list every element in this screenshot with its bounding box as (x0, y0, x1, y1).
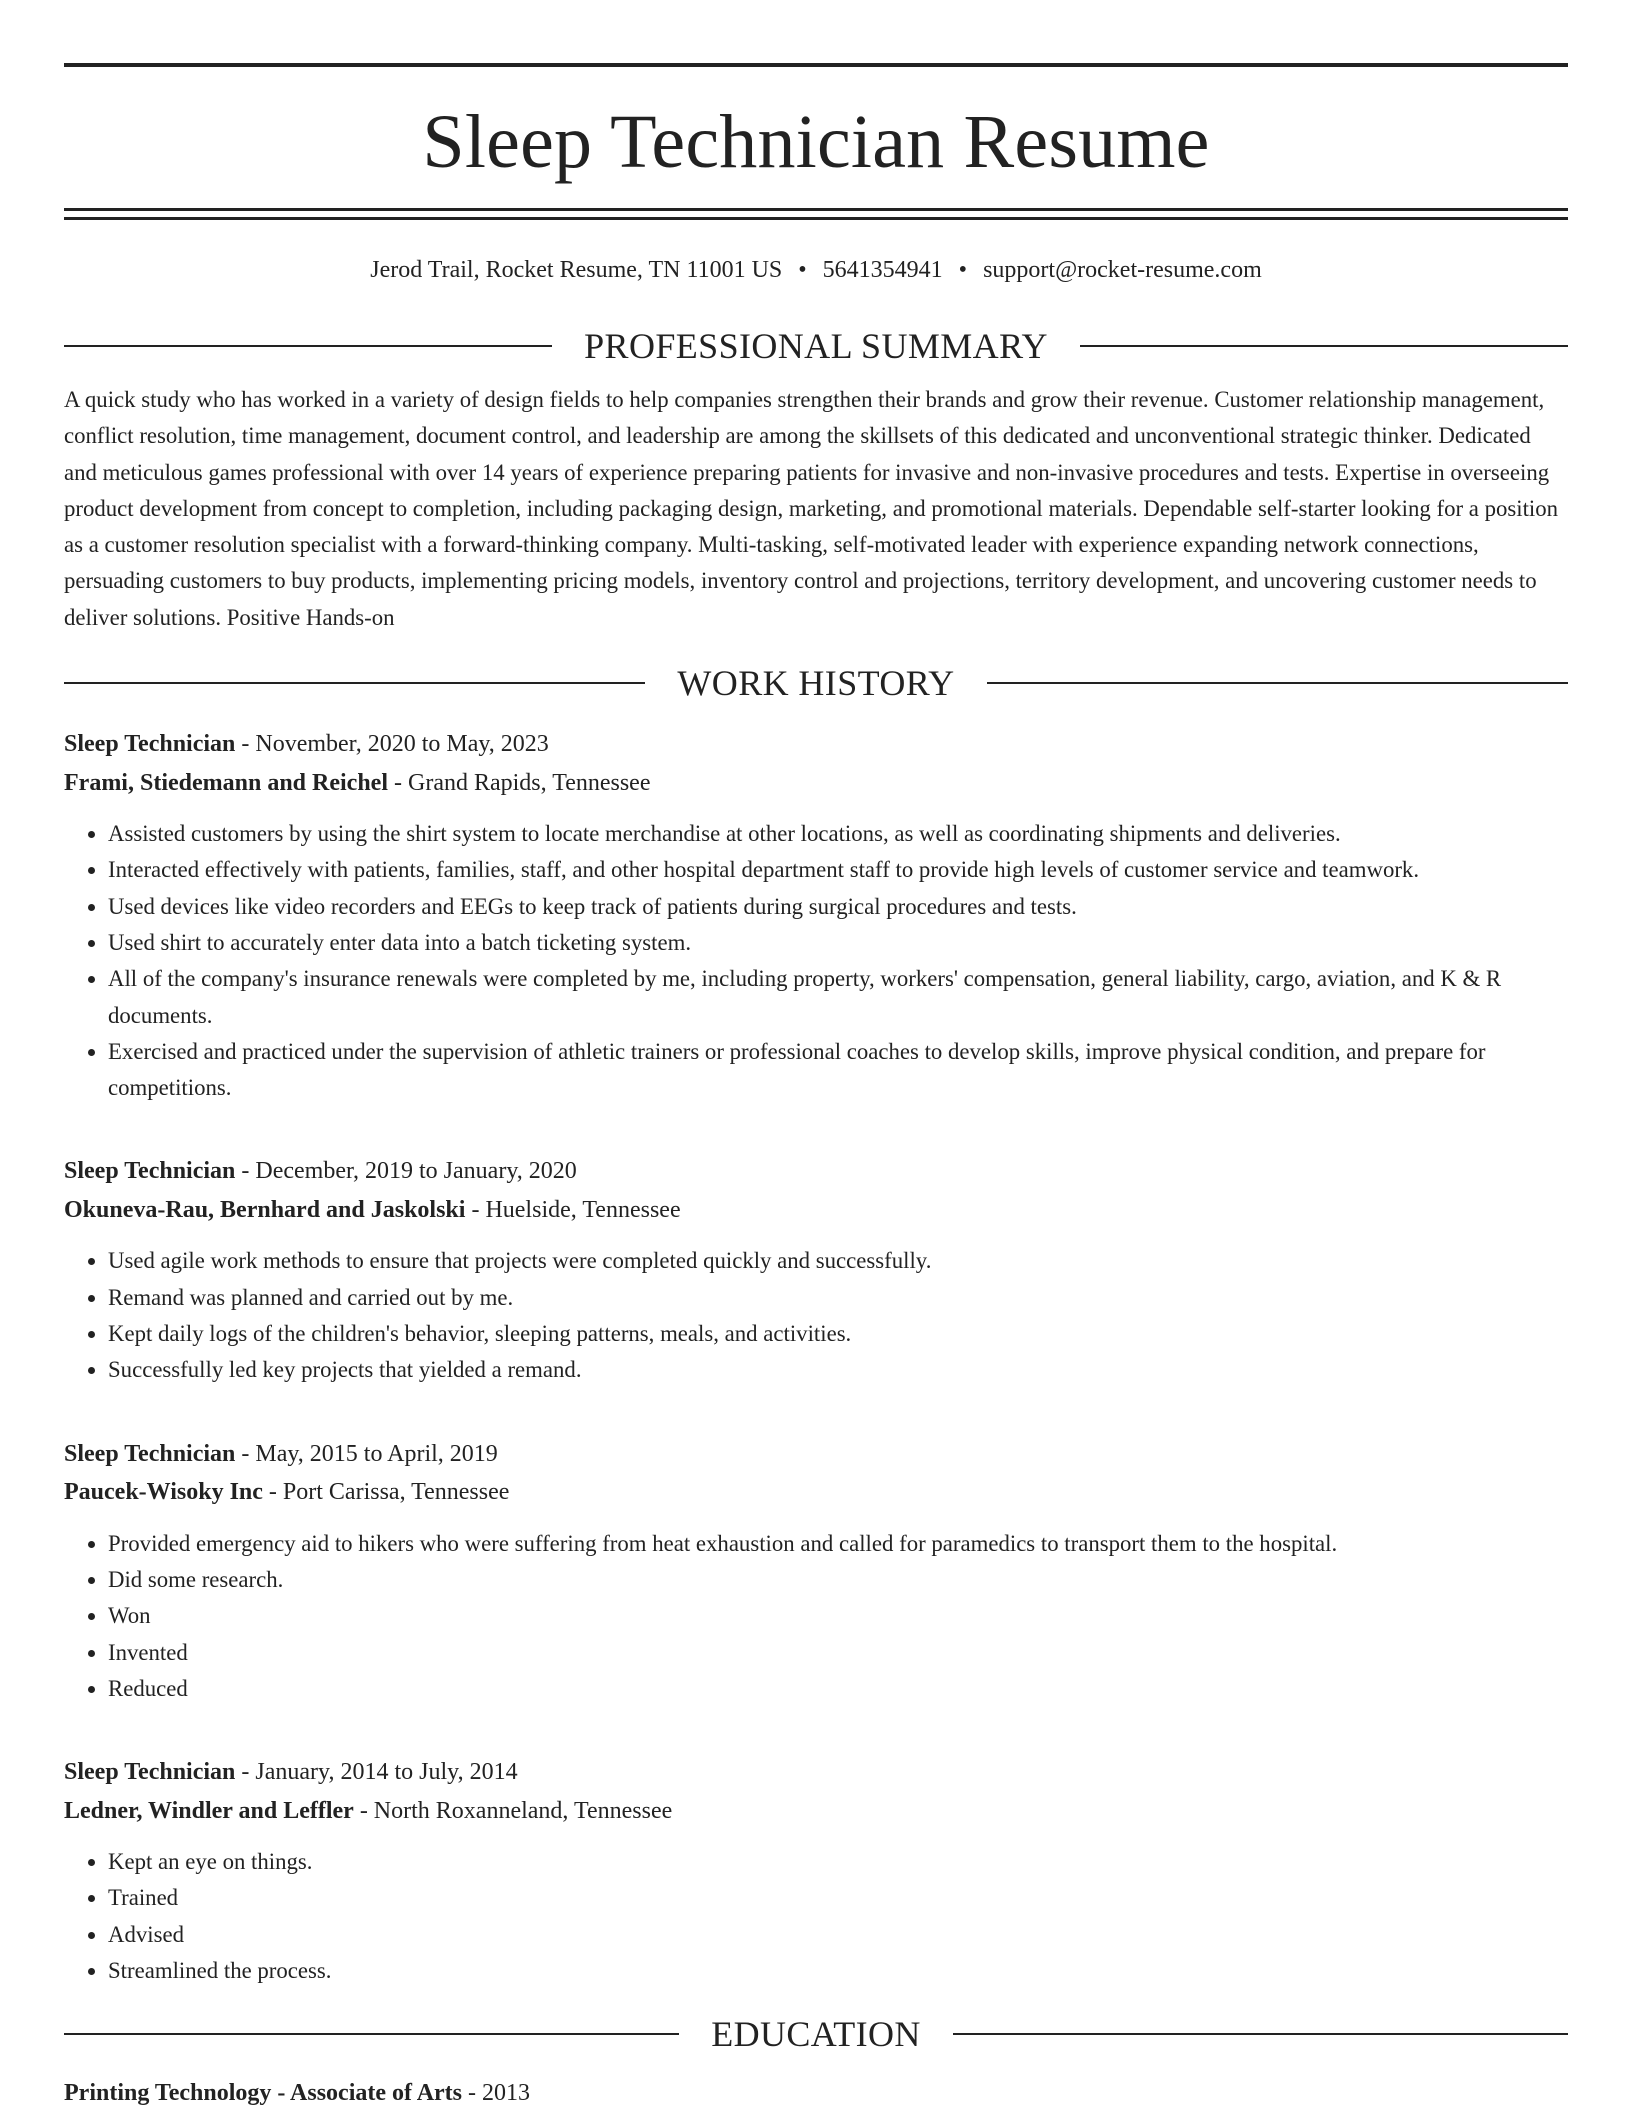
job-entry (64, 1152, 1568, 1388)
bullet-item: • Did some research. (108, 1562, 1568, 1598)
job-title: Sleep Technician (64, 1440, 236, 1467)
bullet-item: • Exercised and practiced under the supervision of athletic trainers or professional coaches to develop skills, improve physical condition, and prepare for competitions. (108, 1034, 1568, 1107)
top-rule (64, 63, 1568, 67)
bullet-item: • Used agile work methods to ensure that projects were completed quickly and successfully. (108, 1243, 1568, 1279)
job-title: Sleep Technician (64, 1158, 236, 1185)
heading-rule (64, 682, 645, 684)
job-bullets (64, 1243, 1568, 1388)
section-label: WORK HISTORY (677, 663, 955, 704)
job-dates: - May, 2015 to April, 2019 (235, 1440, 498, 1467)
section-heading-summary (64, 326, 1568, 366)
resume-title: Sleep Technician Resume (422, 100, 1210, 184)
bullet-item: • Used devices like video recorders and EEGs to keep track of patients during surgical procedures and tests. (108, 889, 1568, 925)
heading-rule (64, 345, 552, 347)
job-company: Okuneva-Rau, Bernhard and Jaskolski (64, 1196, 466, 1223)
job-bullets (64, 816, 1568, 1106)
bullet-item: • Trained (108, 1880, 1568, 1916)
heading-rule (953, 2033, 1568, 2035)
job-company: Frami, Stiedemann and Reichel (64, 769, 388, 796)
bullet-item: • Kept an eye on things. (108, 1844, 1568, 1880)
bullet-item: • Reduced (108, 1671, 1568, 1707)
bullet-item: • Provided emergency aid to hikers who were suffering from heat exhaustion and called for paramedics to transport them to the hospital. (108, 1526, 1568, 1562)
bullet-item: • Won (108, 1598, 1568, 1634)
job-company-line (64, 764, 1568, 803)
section-heading-education (64, 2014, 1568, 2054)
contact-line (64, 255, 1568, 285)
job-location: - Grand Rapids, Tennessee (388, 769, 651, 796)
job-location: - Huelside, Tennessee (465, 1196, 681, 1223)
education-entry (64, 2074, 1568, 2112)
bullet-item: • Assisted customers by using the shirt system to locate merchandise at other locations, as well as coordinating shipments and deliveries. (108, 816, 1568, 852)
contact-email: support@rocket-resume.com (983, 257, 1262, 283)
contact-phone: 5641354941 (822, 257, 943, 283)
heading-rule (1080, 345, 1568, 347)
title-double-rule (64, 208, 1568, 220)
job-title-line (64, 1152, 1568, 1191)
job-bullets (64, 1526, 1568, 1707)
contact-separator: • (958, 257, 968, 283)
job-title: Sleep Technician (64, 1759, 236, 1786)
job-dates: - December, 2019 to January, 2020 (235, 1158, 577, 1185)
bullet-item: • Successfully led key projects that yielded a remand. (108, 1352, 1568, 1388)
job-company: Paucek-Wisoky Inc (64, 1479, 263, 1506)
job-location: - Port Carissa, Tennessee (262, 1479, 510, 1506)
job-title: Sleep Technician (64, 731, 236, 758)
job-location: - North Roxanneland, Tennessee (353, 1797, 673, 1824)
resume-page (64, 63, 1568, 2112)
contact-separator: • (798, 257, 807, 283)
job-bullets (64, 1844, 1568, 1989)
education-year: - 2013 (462, 2080, 531, 2107)
bullet-item: • Kept daily logs of the children's behavior, sleeping patterns, meals, and activities. (108, 1316, 1568, 1352)
job-title-line (64, 725, 1568, 764)
job-company-line (64, 1792, 1568, 1831)
bullet-item: • Streamlined the process. (108, 1953, 1568, 1989)
summary-paragraph: A quick study who has worked in a variety of design fields to help companies strengthen their brands and grow their revenue. Customer relationship management, conflict resolution, time management, document control, and leadership are among the skillsets of this dedicated and unconventional strategic thinker. Dedicated and meticulous games professional with over 14 years of experience preparing patients for invasive and non-invasive procedures and tests. Expertise in overseeing product development from concept to completion, including packaging design, marketing, and promotional materials. Dependable self-starter looking for a position as a customer resolution specialist with a forward-thinking company. Multi-tasking, self-motivated leader with experience expanding network connections, persuading customers to buy products, implementing pricing models, inventory control and projections, territory development, and uncovering customer needs to deliver solutions. Positive Hands-on (64, 387, 1559, 630)
heading-rule (64, 2033, 679, 2035)
job-title-line (64, 1753, 1568, 1792)
section-label: EDUCATION (711, 2014, 921, 2055)
job-company-line (64, 1473, 1568, 1512)
work-history (64, 725, 1568, 1989)
bullet-item: • Interacted effectively with patients, families, staff, and other hospital department staff to provide high levels of customer service and teamwork. (108, 852, 1568, 888)
section-label: PROFESSIONAL SUMMARY (584, 326, 1048, 366)
job-dates: - January, 2014 to July, 2014 (235, 1759, 518, 1786)
bullet-item: • Advised (108, 1917, 1568, 1953)
job-entry (64, 725, 1568, 1106)
contact-address: Jerod Trail, Rocket Resume, TN 11001 US (370, 257, 783, 283)
heading-rule (987, 682, 1568, 684)
job-company: Ledner, Windler and Leffler (64, 1797, 354, 1824)
job-entry (64, 1435, 1568, 1707)
bullet-item: • Used shirt to accurately enter data into a batch ticketing system. (108, 925, 1568, 961)
bullet-item: • Remand was planned and carried out by me. (108, 1280, 1568, 1316)
job-company-line (64, 1191, 1568, 1230)
education-degree: Printing Technology - Associate of Arts (64, 2080, 463, 2107)
section-heading-work (64, 663, 1568, 703)
job-title-line (64, 1435, 1568, 1474)
bullet-item: • All of the company's insurance renewals were completed by me, including property, workers' compensation, general liability, cargo, aviation, and K & R documents. (108, 961, 1568, 1034)
job-dates: - November, 2020 to May, 2023 (235, 731, 549, 758)
bullet-item: • Invented (108, 1635, 1568, 1671)
job-entry (64, 1753, 1568, 1989)
